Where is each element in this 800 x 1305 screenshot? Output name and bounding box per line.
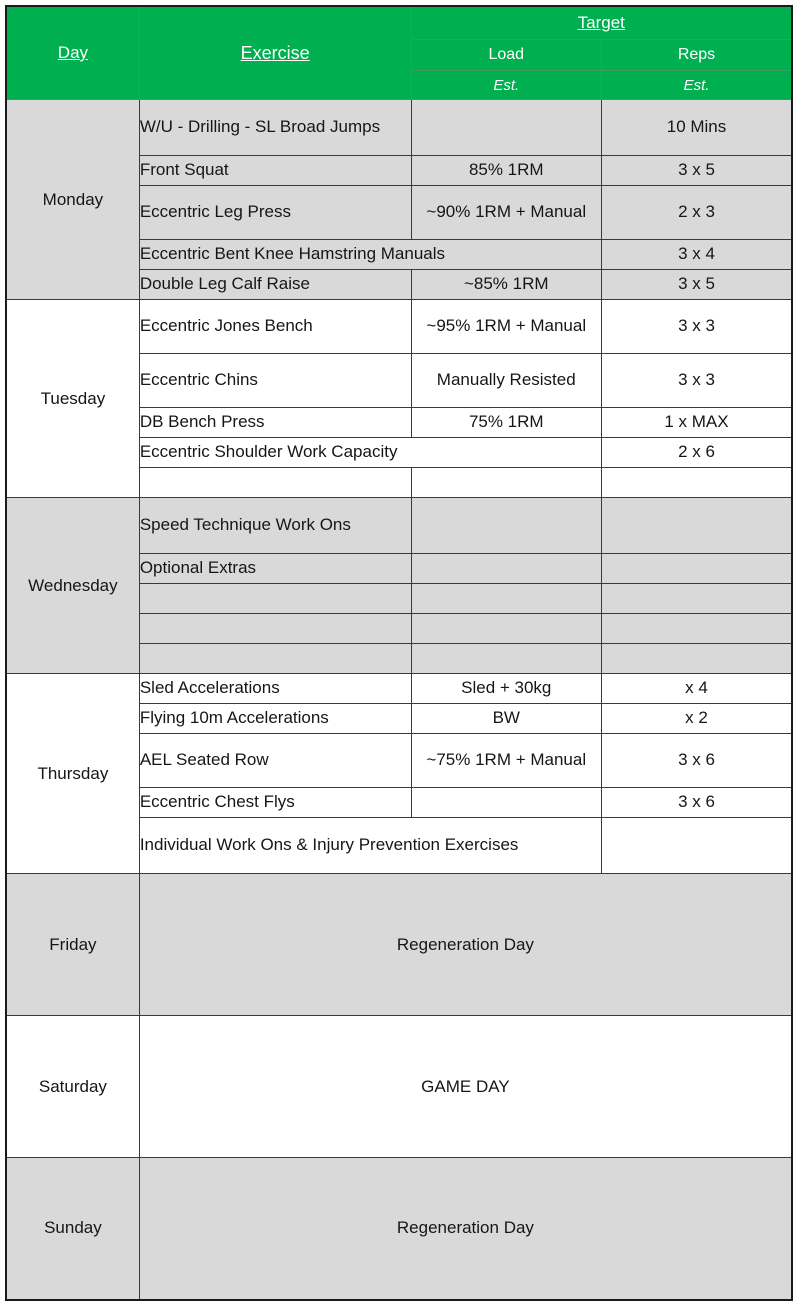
reps-cell[interactable]: x 2: [602, 704, 793, 734]
rest-day-label[interactable]: Regeneration Day: [139, 1158, 792, 1300]
table-row: [6, 100, 792, 156]
reps-cell[interactable]: 3 x 3: [602, 354, 793, 408]
exercise-cell[interactable]: Speed Technique Work Ons: [139, 498, 411, 554]
reps-cell[interactable]: [602, 468, 793, 498]
exercise-cell[interactable]: Double Leg Calf Raise: [139, 270, 411, 300]
header-day: [6, 6, 139, 100]
header-exercise-label: Exercise: [240, 42, 310, 63]
table-row: [6, 300, 792, 354]
table-row: [6, 498, 792, 554]
exercise-cell[interactable]: [139, 614, 411, 644]
header-reps-est: [602, 71, 793, 100]
load-cell[interactable]: ~75% 1RM + Manual: [411, 734, 601, 788]
load-cell[interactable]: [411, 788, 601, 818]
exercise-cell[interactable]: W/U - Drilling - SL Broad Jumps: [139, 100, 411, 156]
exercise-cell[interactable]: Front Squat: [139, 156, 411, 186]
rest-day-row: [6, 1016, 792, 1158]
day-cell-friday[interactable]: Friday: [6, 874, 139, 1016]
header-load-label: Load: [488, 46, 525, 63]
day-cell-sunday[interactable]: Sunday: [6, 1158, 139, 1300]
load-cell[interactable]: [411, 554, 601, 584]
load-cell[interactable]: ~90% 1RM + Manual: [411, 186, 601, 240]
reps-cell[interactable]: 3 x 6: [602, 734, 793, 788]
exercise-cell[interactable]: DB Bench Press: [139, 408, 411, 438]
exercise-cell[interactable]: Optional Extras: [139, 554, 411, 584]
rest-day-label[interactable]: Regeneration Day: [139, 874, 792, 1016]
reps-cell[interactable]: 10 Mins: [602, 100, 793, 156]
load-cell[interactable]: [411, 584, 601, 614]
exercise-cell[interactable]: Flying 10m Accelerations: [139, 704, 411, 734]
header-reps-label: Reps: [677, 46, 716, 63]
exercise-cell[interactable]: Eccentric Shoulder Work Capacity: [139, 438, 601, 468]
reps-cell[interactable]: 3 x 5: [602, 156, 793, 186]
header-reps-est-label: Est.: [683, 76, 710, 94]
table-header: [6, 6, 792, 100]
header-reps: [602, 40, 793, 71]
exercise-cell[interactable]: AEL Seated Row: [139, 734, 411, 788]
load-cell[interactable]: ~85% 1RM: [411, 270, 601, 300]
reps-cell[interactable]: [602, 818, 793, 874]
reps-cell[interactable]: 3 x 4: [602, 240, 793, 270]
exercise-cell[interactable]: Sled Accelerations: [139, 674, 411, 704]
day-cell-saturday[interactable]: Saturday: [6, 1016, 139, 1158]
header-target: [411, 6, 792, 40]
table-body: [6, 100, 792, 1300]
reps-cell[interactable]: [602, 498, 793, 554]
load-cell[interactable]: ~95% 1RM + Manual: [411, 300, 601, 354]
day-cell-monday[interactable]: Monday: [6, 100, 139, 300]
load-cell[interactable]: [411, 468, 601, 498]
header-exercise: [139, 6, 411, 100]
load-cell[interactable]: [411, 498, 601, 554]
exercise-cell[interactable]: Eccentric Leg Press: [139, 186, 411, 240]
load-cell[interactable]: [411, 100, 601, 156]
reps-cell[interactable]: 3 x 6: [602, 788, 793, 818]
exercise-cell[interactable]: Eccentric Chest Flys: [139, 788, 411, 818]
day-cell-wednesday[interactable]: Wednesday: [6, 498, 139, 674]
load-cell[interactable]: Manually Resisted: [411, 354, 601, 408]
exercise-cell[interactable]: Eccentric Jones Bench: [139, 300, 411, 354]
reps-cell[interactable]: x 4: [602, 674, 793, 704]
rest-day-row: [6, 1158, 792, 1300]
day-cell-tuesday[interactable]: Tuesday: [6, 300, 139, 498]
day-cell-thursday[interactable]: Thursday: [6, 674, 139, 874]
reps-cell[interactable]: 2 x 3: [602, 186, 793, 240]
reps-cell[interactable]: 3 x 3: [602, 300, 793, 354]
exercise-cell[interactable]: [139, 644, 411, 674]
load-cell[interactable]: 85% 1RM: [411, 156, 601, 186]
load-cell[interactable]: [411, 644, 601, 674]
exercise-cell[interactable]: Eccentric Bent Knee Hamstring Manuals: [139, 240, 601, 270]
table-row: [6, 674, 792, 704]
load-cell[interactable]: 75% 1RM: [411, 408, 601, 438]
reps-cell[interactable]: [602, 584, 793, 614]
exercise-cell[interactable]: Eccentric Chins: [139, 354, 411, 408]
exercise-cell[interactable]: Individual Work Ons & Injury Prevention Exercises: [139, 818, 601, 874]
rest-day-row: [6, 874, 792, 1016]
load-cell[interactable]: BW: [411, 704, 601, 734]
reps-cell[interactable]: [602, 614, 793, 644]
reps-cell[interactable]: 3 x 5: [602, 270, 793, 300]
load-cell[interactable]: [411, 614, 601, 644]
training-schedule-table: [5, 5, 793, 1301]
reps-cell[interactable]: 2 x 6: [602, 438, 793, 468]
load-cell[interactable]: Sled + 30kg: [411, 674, 601, 704]
header-load-est-label: Est.: [493, 76, 520, 94]
rest-day-label[interactable]: GAME DAY: [139, 1016, 792, 1158]
reps-cell[interactable]: [602, 554, 793, 584]
header-load: [411, 40, 601, 71]
reps-cell[interactable]: 1 x MAX: [602, 408, 793, 438]
reps-cell[interactable]: [602, 644, 793, 674]
header-target-label: Target: [577, 13, 625, 32]
exercise-cell[interactable]: [139, 468, 411, 498]
header-load-est: [411, 71, 601, 100]
exercise-cell[interactable]: [139, 584, 411, 614]
header-day-label: Day: [57, 43, 89, 62]
header-row-1: [6, 6, 792, 40]
